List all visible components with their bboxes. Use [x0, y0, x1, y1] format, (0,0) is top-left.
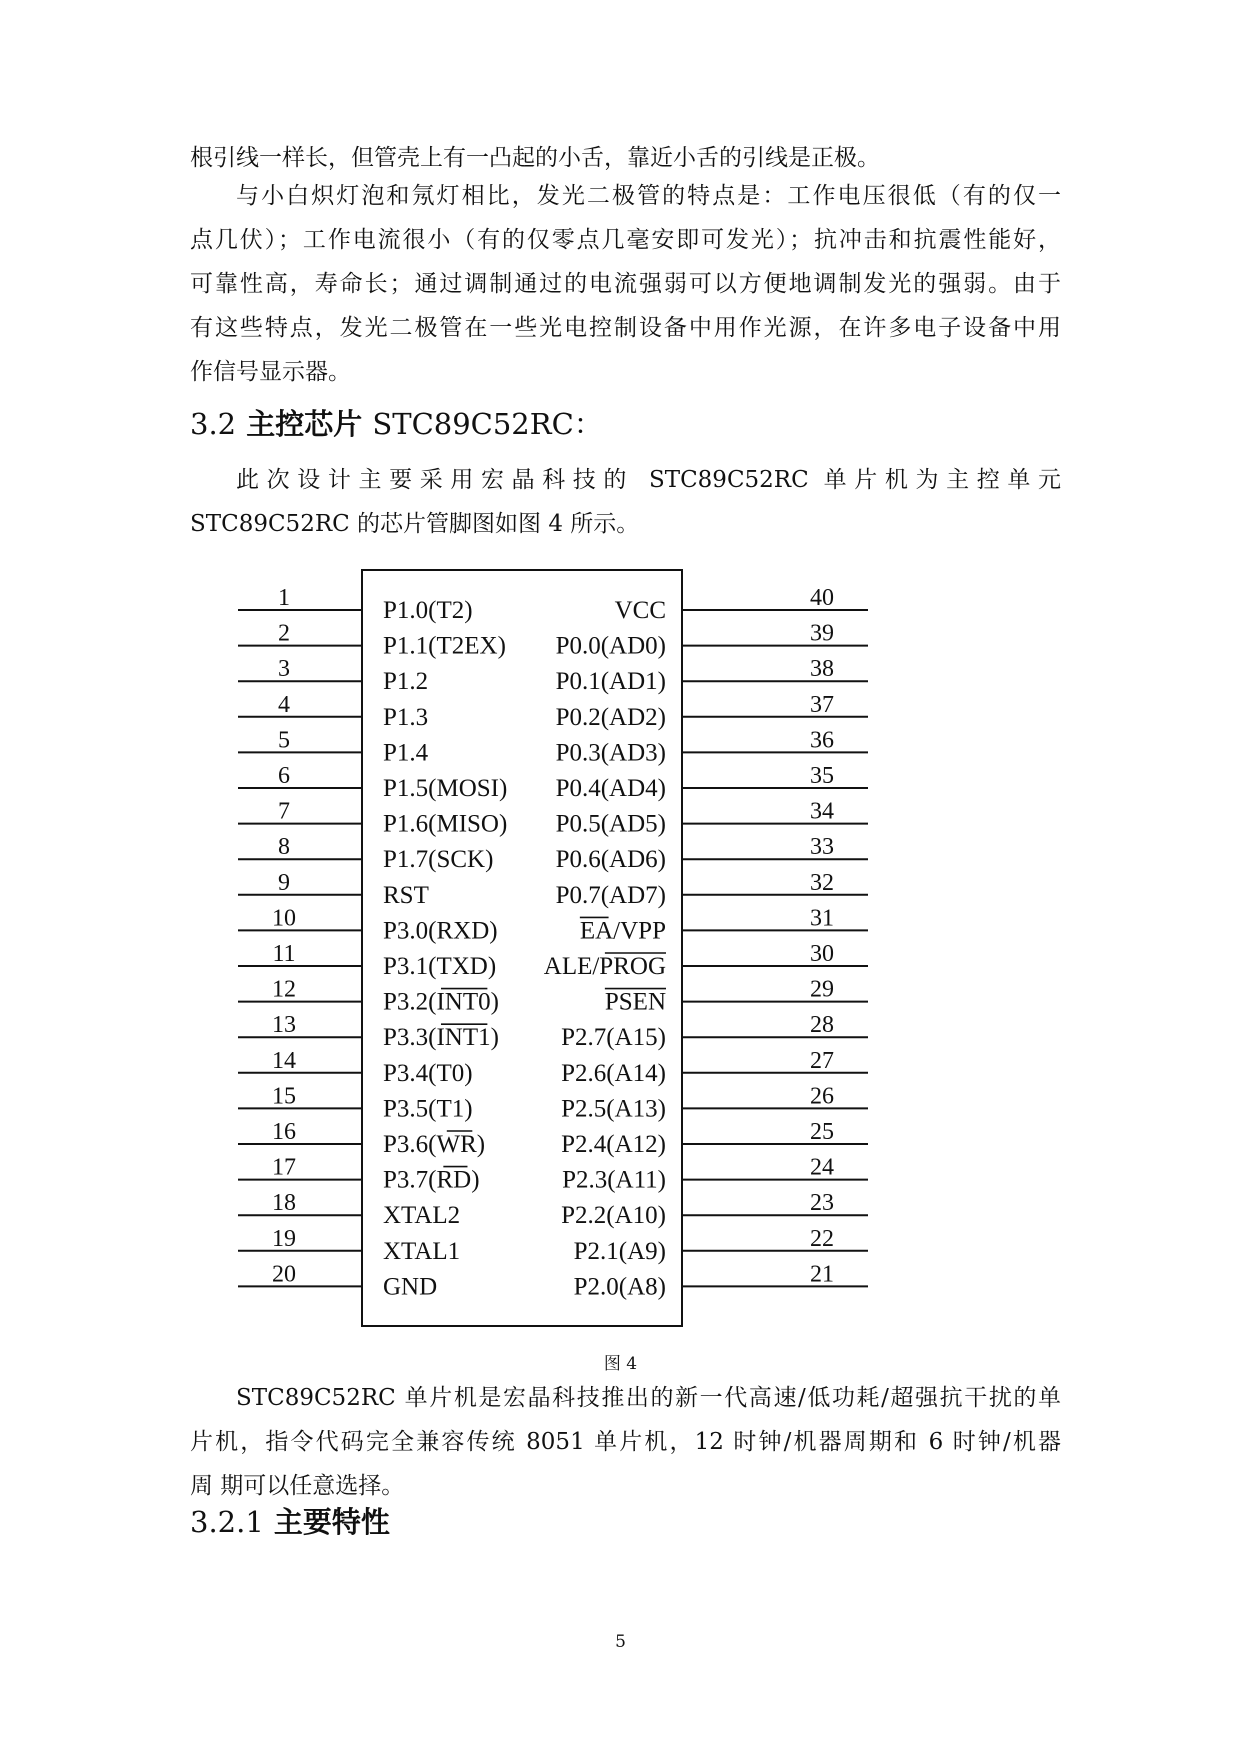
pin-number: 2	[278, 620, 290, 647]
subsection-heading	[190, 1500, 390, 1541]
pin-label: P2.3(A11)	[562, 1166, 666, 1194]
section-title: 主控芯片	[246, 407, 363, 441]
pin-number: 32	[810, 869, 834, 896]
text-line: 周 期可以任意选择。	[190, 1473, 405, 1499]
pin-label: PSEN	[604, 988, 666, 1016]
pin-label: P2.5(A13)	[561, 1095, 666, 1123]
pin-label: P0.3(AD3)	[555, 739, 666, 767]
pin-number: 38	[810, 656, 834, 683]
pin-number: 11	[272, 941, 296, 967]
pin-label: RST	[383, 881, 429, 909]
figure-caption: 图 4	[603, 1354, 638, 1374]
pin-label: P2.7(A15)	[561, 1024, 666, 1052]
text-line: 点几伏）；工作电流很小（有的仅零点几毫安即可发光）；抗冲击和抗震性能好，	[190, 227, 1061, 253]
text-line: 可靠性高，寿命长；通过调制通过的电流强弱可以方便地调制发光的强弱。由于	[190, 271, 1061, 297]
pin-number: 3	[278, 656, 290, 683]
pin-label: P0.7(AD7)	[555, 881, 666, 909]
pin-number: 21	[810, 1261, 834, 1288]
pin-label: P3.3(INT1)	[383, 1024, 499, 1052]
pin-number: 37	[810, 691, 834, 718]
pin-label: VCC	[614, 597, 666, 624]
page-number: 5	[615, 1632, 626, 1652]
pin-label: P2.4(A12)	[561, 1131, 666, 1158]
pin-number: 6	[278, 763, 290, 789]
pin-label: ALE/PROG	[543, 953, 666, 980]
pin-label: P3.6(WR)	[383, 1131, 486, 1158]
pin-number: 36	[810, 727, 834, 754]
pin-label: P3.2(INT0)	[383, 988, 499, 1016]
pin-number: 17	[272, 1154, 296, 1181]
pin-label: P2.1(A9)	[573, 1237, 666, 1265]
pin-number: 9	[278, 869, 290, 896]
text-line: STC89C52RC 的芯片管脚图如图 4 所示。	[190, 511, 640, 537]
pin-label: P0.5(AD5)	[555, 810, 666, 838]
pinout-diagram	[238, 568, 878, 1338]
subsection-number: 3.2.1	[190, 1505, 264, 1539]
pin-number: 31	[810, 905, 834, 932]
pin-label: P1.6(MISO)	[383, 810, 508, 838]
text-line: 此次设计主要采用宏晶科技的 STC89C52RC 单片机为主控单元	[236, 467, 1061, 493]
paragraph-led-polarity: 根引线一样长，但管壳上有一凸起的小舌，靠近小舌的引线是正极。	[190, 145, 880, 171]
pin-number: 34	[810, 798, 834, 825]
pin-number: 33	[810, 834, 834, 861]
pin-number: 20	[272, 1261, 296, 1288]
paragraph-intro	[190, 458, 1061, 546]
pin-number: 30	[810, 941, 834, 967]
section-chip-name: STC89C52RC：	[372, 407, 603, 441]
pin-label: P0.1(AD1)	[555, 668, 666, 696]
right-pins	[544, 585, 868, 1300]
pin-label: P3.0(RXD)	[383, 917, 498, 945]
text-line: 作信号显示器。	[190, 359, 351, 385]
pin-number: 18	[272, 1190, 296, 1217]
pin-number: 40	[810, 585, 834, 611]
subsection-title: 主要特性	[273, 1505, 390, 1539]
text-line: 与小白炽灯泡和氖灯相比，发光二极管的特点是：工作电压很低（有的仅一	[236, 183, 1061, 209]
pin-number: 29	[810, 976, 834, 1003]
text-line: STC89C52RC 单片机是宏晶科技推出的新一代高速/低功耗/超强抗干扰的单	[236, 1385, 1061, 1411]
text-line: 有这些特点，发光二极管在一些光电控制设备中用作光源，在许多电子设备中用	[190, 315, 1061, 341]
pin-label: P1.3	[383, 703, 429, 731]
pin-label: XTAL1	[383, 1237, 461, 1265]
pin-label: P1.7(SCK)	[383, 846, 494, 874]
pin-number: 12	[272, 976, 296, 1003]
pin-number: 4	[278, 691, 290, 718]
pin-number: 26	[810, 1083, 834, 1110]
pin-label: P1.1(T2EX)	[383, 632, 506, 660]
pin-label: P0.2(AD2)	[555, 703, 666, 731]
pin-number: 7	[278, 798, 290, 825]
pin-label: P3.5(T1)	[383, 1095, 473, 1123]
pin-label: GND	[383, 1273, 438, 1301]
pin-label: P0.0(AD0)	[555, 632, 666, 660]
pin-label: P0.4(AD4)	[555, 775, 666, 802]
pin-number: 35	[810, 763, 834, 789]
pin-label: P3.7(RD)	[383, 1166, 480, 1194]
pin-number: 25	[810, 1119, 834, 1145]
pin-label: P2.6(A14)	[561, 1059, 666, 1087]
pin-label: P1.4	[383, 739, 429, 767]
pin-number: 14	[272, 1047, 296, 1074]
pin-label: P1.2	[383, 668, 429, 696]
pin-label: XTAL2	[383, 1202, 461, 1230]
pin-number: 16	[272, 1119, 296, 1145]
pin-number: 15	[272, 1083, 296, 1110]
pin-number: 39	[810, 620, 834, 647]
pin-number: 19	[272, 1225, 296, 1252]
section-number: 3.2	[190, 407, 237, 441]
pin-number: 23	[810, 1190, 834, 1217]
pin-number: 8	[278, 834, 290, 861]
pin-number: 28	[810, 1012, 834, 1039]
pin-number: 1	[278, 585, 290, 611]
pin-label: EA/VPP	[579, 917, 666, 945]
pin-label: P3.4(T0)	[383, 1059, 473, 1087]
pin-label: P1.0(T2)	[383, 597, 473, 624]
text-line: 片机，指令代码完全兼容传统 8051 单片机，12 时钟/机器周期和 6 时钟/机器	[190, 1429, 1061, 1455]
pin-number: 10	[272, 905, 296, 932]
section-heading	[190, 402, 603, 443]
pin-number: 24	[810, 1154, 834, 1181]
pin-number: 27	[810, 1047, 834, 1074]
paragraph-led-features	[190, 174, 1061, 394]
pin-label: P2.0(A8)	[573, 1273, 666, 1301]
pin-number: 13	[272, 1012, 296, 1039]
pin-number: 5	[278, 727, 290, 754]
pin-label: P1.5(MOSI)	[383, 775, 508, 802]
pin-label: P3.1(TXD)	[383, 953, 497, 980]
pin-label: P2.2(A10)	[561, 1202, 666, 1230]
paragraph-description	[190, 1376, 1061, 1508]
pin-number: 22	[810, 1225, 834, 1252]
pin-label: P0.6(AD6)	[555, 846, 666, 874]
